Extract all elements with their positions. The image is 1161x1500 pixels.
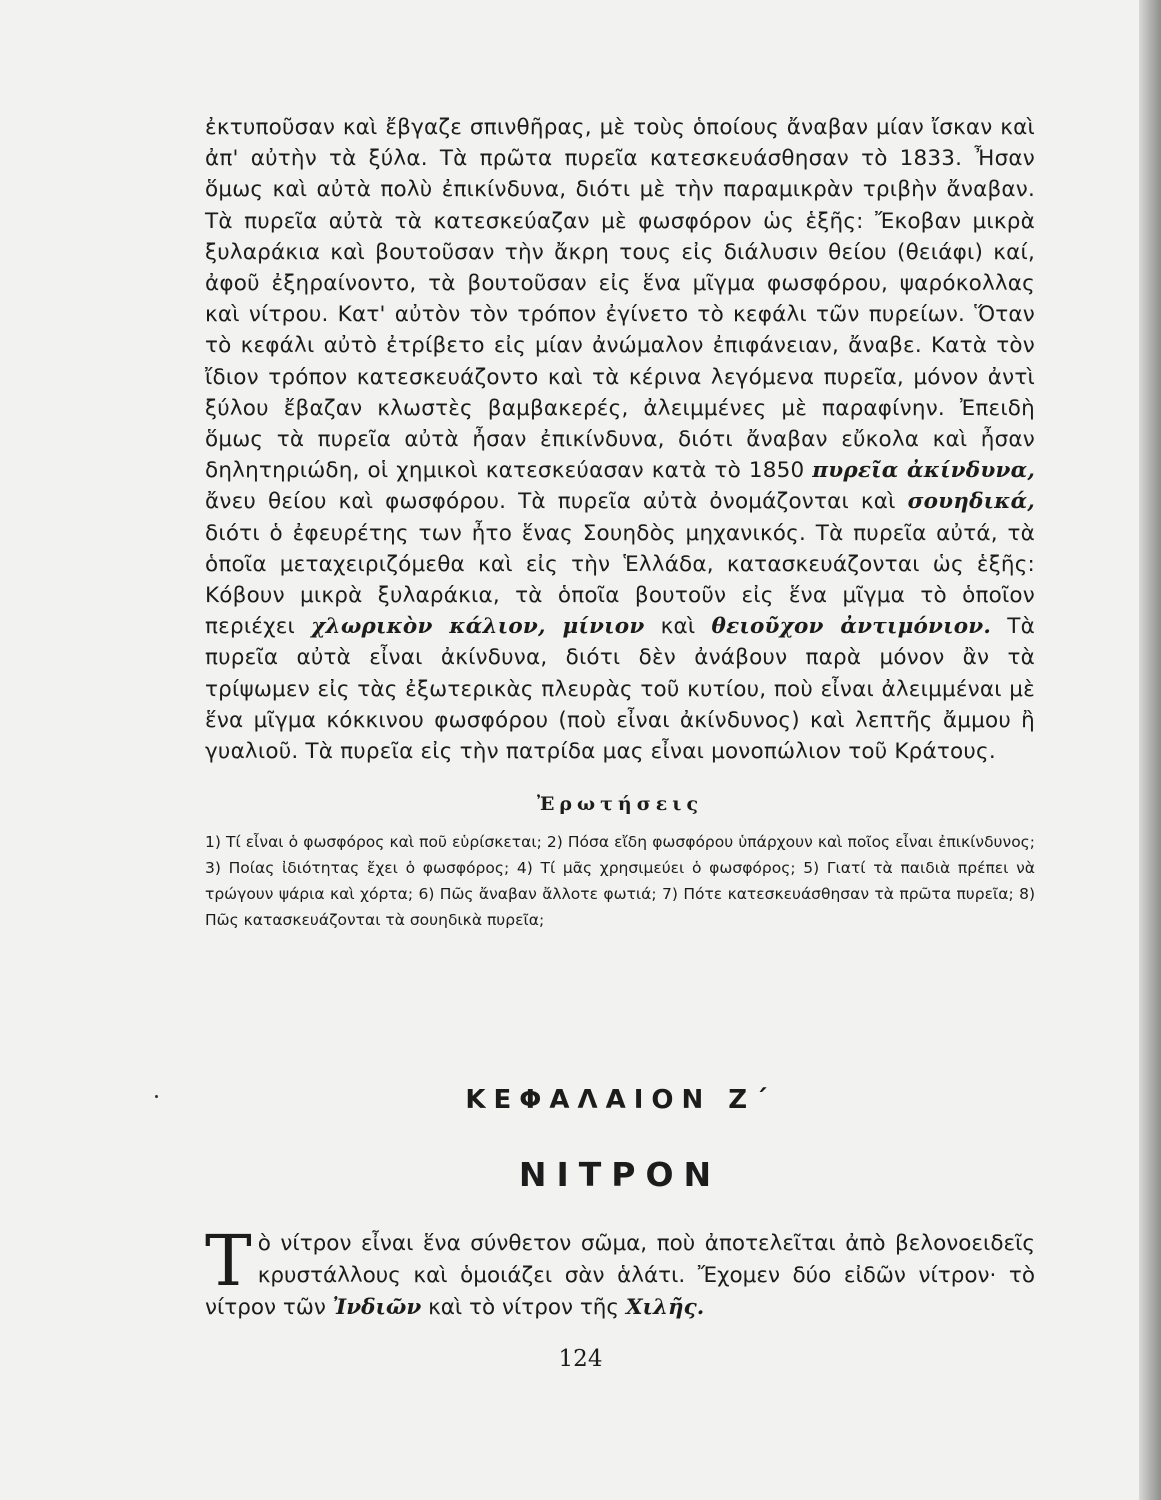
page-edge-shadow	[1139, 0, 1161, 1500]
emphasis-term: σουηδικά,	[907, 489, 1035, 515]
drop-cap: Τ	[205, 1220, 252, 1302]
main-text-block	[205, 112, 1035, 933]
body-text-part: ἄνευ θείου καὶ φωσφόρου. Τὰ πυρεῖα αὐτὰ ὀνομάζονται καὶ	[205, 489, 908, 515]
body-text-part: καὶ	[644, 614, 712, 640]
emphasis-term: χλωρικὸν κάλιον, μίνιον	[311, 614, 645, 640]
body-text-part: ἐκτυποῦσαν καὶ ἔβγαζε σπινθῆρας, μὲ τοὺς ὁποίους ἄναβαν μίαν ἴσκαν καὶ ἀπ' αὐτὴν τὰ ξύλα. Τὰ πρῶτα πυρεῖα κατεσκευάσθησαν τὸ 1833. Ἦσαν ὅμως καὶ αὐτὰ πολὺ ἐπικίνδυνα, διότι μὲ τὴν παραμικρὰν τριβὴν ἄναβαν. Τὰ πυρεῖα αὐτὰ τὰ κατεσκεύαζαν μὲ φωσφόρον ὡς ἑξῆς: Ἔκοβαν μικρὰ ξυλαράκια καὶ βουτοῦσαν τὴν ἄκρη τους εἰς διάλυσιν θείου (θειάφι) καί, ἀφοῦ ἐξηραίνοντο, τὰ βουτοῦσαν εἰς ἕνα μῖγμα φωσφόρου, ψαρόκολλας καὶ νίτρου. Κατ' αὐτὸν τὸν τρόπον ἐγίνετο τὸ κεφάλι τῶν πυρείων. Ὅταν τὸ κεφάλι αὐτὸ ἐτρίβετο εἰς μίαν ἀνώμαλον ἐπιφάνειαν, ἄναβε. Κατὰ τὸν ἴδιον τρόπον κατεσκευάζοντο καὶ τὰ κέρινα λεγόμενα πυρεῖα, μόνον ἀντὶ ξύλου ἔβαζαν κλωστὲς βαμβακερές, ἀλειμμένες μὲ παραφίνην. Ἐπειδὴ ὅμως τὰ πυρεῖα αὐτὰ ἦσαν ἐπικίνδυνα, διότι ἄναβαν εὔκολα καὶ ἦσαν δηλητηριώδη, οἱ χημικοὶ κατεσκεύασαν κατὰ τὸ 1850	[205, 115, 1035, 484]
emphasis-term: θειοῦχον ἀντιμόνιον.	[711, 614, 992, 640]
emphasis-term: πυρεῖα ἀκίνδυνα,	[812, 458, 1036, 484]
body-text-part: διότι ὁ ἐφευρέτης των ἦτο ἕνας Σουηδὸς μηχανικός. Τὰ πυρεῖα αὐτά, τὰ ὁποῖα μεταχειριζόμεθα καὶ εἰς τὴν Ἑλλάδα, κατασκευάζονται ὡς ἑξῆς: Κόβουν μικρὰ ξυλαράκια, τὰ ὁποῖα βουτοῦν εἰς ἕνα μῖγμα τὸ ὁποῖον περιέχει	[205, 520, 1035, 640]
body-text-part: ὸ νίτρον εἶναι ἕνα σύνθετον σῶμα, ποὺ ἀποτελεῖται ἀπὸ βελονοειδεῖς κρυστάλλους καὶ ὁμοιάζει σὰν ἁλάτι. Ἔχομεν δύο εἰδῶν νίτρον· τὸ νίτρον τῶν	[205, 1231, 1035, 1320]
chapter-label: ΚΕΦΑΛΑΙΟΝ Ζ΄	[465, 1085, 775, 1115]
body-text-part: καὶ τὸ νίτρον τῆς	[421, 1295, 626, 1320]
chapter-intro-block	[205, 1220, 1035, 1324]
body-paragraph	[205, 112, 1035, 767]
chapter-title: ΝΙΤΡΟΝ	[518, 1155, 722, 1194]
emphasis-term: Χιλῆς.	[625, 1295, 705, 1320]
chapter-intro-paragraph	[205, 1220, 1035, 1324]
emphasis-term: Ἰνδιῶν	[332, 1295, 422, 1320]
page-number: 124	[558, 1346, 603, 1372]
questions-heading: Ἐρωτήσεις	[536, 793, 704, 816]
body-text-part: Τὰ πυρεῖα αὐτὰ εἶναι ἀκίνδυνα, διότι δὲν ἀνάβουν παρὰ μόνον ἂν τὰ τρίψωμεν εἰς τὰς ἐξωτερικὰς πλευρὰς τοῦ κυτίου, ποὺ εἶναι ἀλειμμέναι μὲ ἕνα μῖγμα κόκκινου φωσφόρου (ποὺ εἶναι ἀκίνδυνος) καὶ λεπτῆς ἄμμου ἢ γυαλιοῦ. Τὰ πυρεῖα εἰς τὴν πατρίδα μας εἶναι μονοπώλιον τοῦ Κράτους.	[205, 614, 1035, 765]
print-speck	[155, 1095, 158, 1098]
questions-list: 1) Τί εἶναι ὁ φωσφόρος καὶ ποῦ εὑρίσκεται; 2) Πόσα εἴδη φωσφόρου ὑπάρχουν καὶ ποῖος εἶναι ἐπικίνδυνος; 3) Ποίας ἰδιότητας ἔχει ὁ φωσφόρος; 4) Τί μᾶς χρησιμεύει ὁ φωσφόρος; 5) Γιατί τὰ παιδιὰ πρέπει νὰ τρώγουν ψάρια καὶ χόρτα; 6) Πῶς ἄναβαν ἄλλοτε φωτιά; 7) Πότε κατεσκευάσθησαν τὰ πρῶτα πυρεῖα; 8) Πῶς κατασκευάζονται τὰ σουηδικὰ πυρεῖα;	[205, 833, 1035, 930]
